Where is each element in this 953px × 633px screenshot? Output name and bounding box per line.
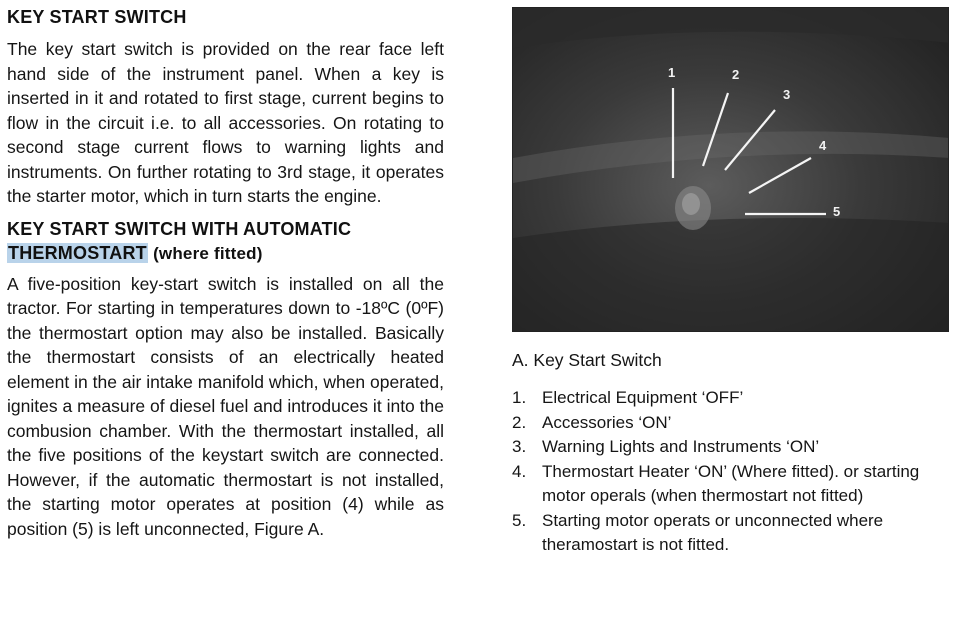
callout-label-5: 5 [833, 204, 841, 219]
legend-item [512, 460, 952, 509]
legend-list [512, 386, 952, 558]
legend-text: Electrical Equipment ‘OFF’ [542, 388, 744, 407]
legend-text: Warning Lights and Instruments ‘ON’ [542, 437, 820, 456]
legend-item [512, 386, 952, 411]
legend-text: Starting motor operats or unconnected where theramostart is not fitted. [542, 510, 884, 554]
heading-where-fitted: (where fitted) [153, 243, 263, 263]
legend-number: 1. [512, 388, 527, 407]
left-column [7, 6, 444, 541]
section-heading-automatic-thermostart [7, 217, 444, 266]
section-heading-key-start-switch: KEY START SWITCH [7, 7, 187, 27]
figure-caption: A. Key Start Switch [512, 350, 662, 370]
legend-number: 2. [512, 412, 527, 432]
legend-item [512, 509, 952, 558]
key-start-switch-paragraph: The key start switch is provided on the rear face left hand side of the instrument panel. When a key is inserted in it and rotated to first stage, current begins to flow in the circuit i.e. to all accessories. On rotating to second stage current flows to warning lights and instruments. On further rotating to 3rd stage, it operates the starter motor, which in turn starts the engine. [7, 39, 444, 206]
key-switch-photo [512, 7, 949, 332]
legend-item [512, 411, 952, 436]
legend-item [512, 435, 952, 460]
heading-line-1: KEY START SWITCH WITH AUTOMATIC [7, 218, 352, 239]
right-column [512, 348, 952, 558]
callout-label-4: 4 [819, 138, 827, 153]
legend-number: 5. [512, 510, 527, 530]
callout-label-2: 2 [732, 67, 740, 82]
thermostart-paragraph: A five-position key-start switch is installed on all the tractor. For starting in temperatures down to -18ºC (0ºF) the thermostart option may also be installed. Basically the thermostart consists of an electrically heated element in the air intake manifold which, when operated, ignites a measure of diesel fuel and introduces it into the combusion chamber. With the thermostart installed, all the five positions of the keystart switch are connected. However, if the automatic thermostart is not installed, the starting motor operates at position (4) while as position (5) is left unconnected, Figure A. [7, 273, 444, 539]
legend-text: Accessories ‘ON’ [542, 412, 672, 432]
callout-label-1: 1 [668, 65, 676, 80]
legend-number: 3. [512, 437, 527, 456]
legend-text: Thermostart Heater ‘ON’ (Where fitted). or starting motor operals (when thermostart not fitted) [542, 461, 920, 505]
legend-number: 4. [512, 461, 527, 481]
photo-illustration [513, 8, 949, 332]
callout-label-3: 3 [783, 87, 791, 102]
highlighted-thermostart-word: THERMOSTART [8, 242, 147, 263]
